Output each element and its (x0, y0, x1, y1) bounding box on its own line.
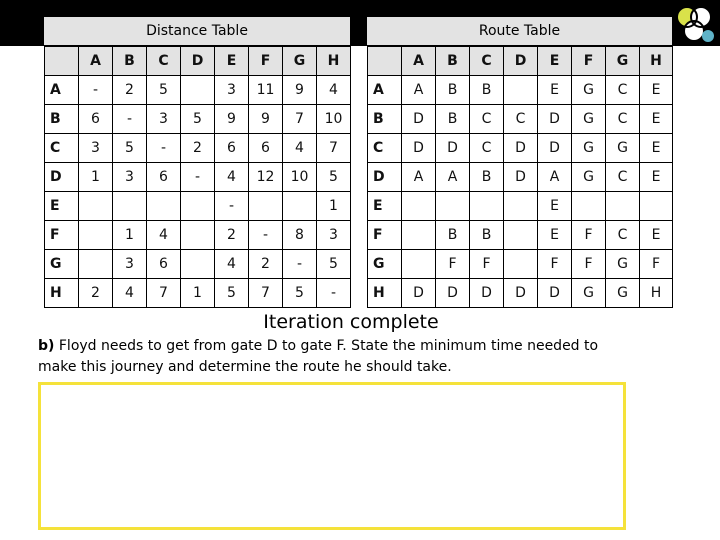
route-table-cell: B (470, 221, 504, 250)
distance-table-cell: 2 (249, 250, 283, 279)
route-table-cell: E (640, 221, 673, 250)
distance-table-cell: 7 (283, 105, 317, 134)
route-table-cell: G (572, 163, 606, 192)
route-table-row-header: G (368, 250, 402, 279)
distance-table-cell: 5 (215, 279, 249, 308)
route-table-cell: B (436, 221, 470, 250)
distance-table-cell: 4 (283, 134, 317, 163)
distance-table-cell: 3 (113, 163, 147, 192)
distance-table-cell (79, 192, 113, 221)
distance-table-cell: 7 (249, 279, 283, 308)
route-table-column-header: E (538, 47, 572, 76)
route-table-cell: E (538, 192, 572, 221)
route-table-cell: B (470, 76, 504, 105)
distance-table-cell (181, 250, 215, 279)
route-table-cell: C (606, 163, 640, 192)
distance-table-cell: 2 (79, 279, 113, 308)
route-table-row-header: F (368, 221, 402, 250)
distance-table-cell: 2 (181, 134, 215, 163)
route-table-header-row (368, 47, 673, 76)
distance-table-cell: 9 (215, 105, 249, 134)
route-table-cell: D (538, 279, 572, 308)
route-table-cell: F (640, 250, 673, 279)
distance-table-cell: 1 (181, 279, 215, 308)
route-table-cell: C (606, 105, 640, 134)
distance-table (44, 46, 351, 308)
distance-table-cell: 6 (79, 105, 113, 134)
distance-table-cell: - (215, 192, 249, 221)
distance-table-cell: - (181, 163, 215, 192)
distance-table-cell (79, 250, 113, 279)
route-table-cell: G (572, 279, 606, 308)
route-table-cell (640, 192, 673, 221)
distance-table-row-header: G (45, 250, 79, 279)
route-table-cell: A (402, 76, 436, 105)
distance-table-cell: - (79, 76, 113, 105)
route-table-cell: C (470, 134, 504, 163)
distance-table-column-header: C (147, 47, 181, 76)
distance-table-row (45, 279, 351, 308)
distance-table-cell: - (283, 250, 317, 279)
distance-table-cell (249, 192, 283, 221)
distance-table-cell: 6 (215, 134, 249, 163)
route-table-cell: D (436, 279, 470, 308)
route-table-row (368, 105, 673, 134)
route-table-cell: D (538, 134, 572, 163)
route-table-cell: D (504, 163, 538, 192)
route-table-cell (504, 76, 538, 105)
route-table-row (368, 221, 673, 250)
distance-table-cell: 4 (215, 163, 249, 192)
route-table-column-header: G (606, 47, 640, 76)
distance-table-row-header: C (45, 134, 79, 163)
route-table-cell: D (504, 279, 538, 308)
route-table-cell: C (504, 105, 538, 134)
venn-circles-logo-icon (670, 2, 720, 46)
distance-table-cell: 5 (317, 250, 351, 279)
distance-table-cell: 2 (113, 76, 147, 105)
route-table-cell: D (402, 105, 436, 134)
distance-table-row-header: A (45, 76, 79, 105)
distance-table-cell (181, 192, 215, 221)
distance-table-cell: 3 (215, 76, 249, 105)
distance-table-cell: 4 (317, 76, 351, 105)
route-table-cell (402, 221, 436, 250)
route-table-cell: E (538, 221, 572, 250)
distance-table-row (45, 105, 351, 134)
route-table-row-header: C (368, 134, 402, 163)
route-table-row (368, 163, 673, 192)
distance-table-row-header: B (45, 105, 79, 134)
distance-table-cell: 11 (249, 76, 283, 105)
route-table-row (368, 192, 673, 221)
distance-table-cell: 1 (317, 192, 351, 221)
route-table-cell: F (538, 250, 572, 279)
route-table-title: Route Table (367, 17, 672, 45)
distance-table-cell: 2 (215, 221, 249, 250)
answer-box[interactable] (38, 382, 626, 530)
distance-table-cell (181, 76, 215, 105)
distance-table-cell: 6 (147, 163, 181, 192)
distance-table-corner-cell (45, 47, 79, 76)
route-table-column-header: B (436, 47, 470, 76)
route-table-cell (504, 250, 538, 279)
route-table-cell: F (572, 221, 606, 250)
distance-table-cell: 5 (283, 279, 317, 308)
route-table-cell: C (606, 221, 640, 250)
distance-table-cell: - (317, 279, 351, 308)
route-table-corner-cell (368, 47, 402, 76)
distance-table-cell: 10 (317, 105, 351, 134)
route-table-cell: G (572, 76, 606, 105)
route-table-cell (470, 192, 504, 221)
distance-table-cell: 6 (147, 250, 181, 279)
distance-table-column-header: G (283, 47, 317, 76)
distance-table-row (45, 134, 351, 163)
distance-table-cell: 3 (317, 221, 351, 250)
route-table-cell (402, 250, 436, 279)
route-table-column-header: D (504, 47, 538, 76)
distance-table-cell (147, 192, 181, 221)
route-table-cell: B (470, 163, 504, 192)
route-table-cell: A (436, 163, 470, 192)
route-table-cell: F (572, 250, 606, 279)
distance-table-row (45, 221, 351, 250)
distance-table-cell: 7 (147, 279, 181, 308)
distance-table-cell: 5 (181, 105, 215, 134)
route-table-cell: B (436, 105, 470, 134)
route-table-column-header: A (402, 47, 436, 76)
route-table-cell: G (606, 134, 640, 163)
distance-table-column-header: D (181, 47, 215, 76)
route-table-row-header: B (368, 105, 402, 134)
distance-table-cell: 5 (113, 134, 147, 163)
route-table-cell: D (402, 134, 436, 163)
route-table-cell (572, 192, 606, 221)
distance-table-cell: 8 (283, 221, 317, 250)
distance-table-cell: 3 (147, 105, 181, 134)
distance-table-row (45, 76, 351, 105)
route-table-cell (504, 192, 538, 221)
distance-table-cell: 6 (249, 134, 283, 163)
distance-table-cell: 10 (283, 163, 317, 192)
route-table-cell: E (640, 134, 673, 163)
distance-table-row-header: H (45, 279, 79, 308)
route-table-column-header: F (572, 47, 606, 76)
route-table-row (368, 250, 673, 279)
route-table (367, 46, 673, 308)
route-table-cell: E (640, 105, 673, 134)
route-table-row (368, 76, 673, 105)
route-table-cell (504, 221, 538, 250)
distance-table-cell: 9 (283, 76, 317, 105)
route-table-cell: C (606, 76, 640, 105)
distance-table-cell: - (113, 105, 147, 134)
question-part-label: b) (38, 338, 55, 354)
distance-table-header-row (45, 47, 351, 76)
distance-table-column-header: F (249, 47, 283, 76)
route-table-cell: D (436, 134, 470, 163)
distance-table-cell: 9 (249, 105, 283, 134)
route-table-cell (606, 192, 640, 221)
route-table-cell (436, 192, 470, 221)
route-table-cell: C (470, 105, 504, 134)
distance-table-column-header: H (317, 47, 351, 76)
distance-table-row-header: D (45, 163, 79, 192)
route-table-cell: A (402, 163, 436, 192)
question-text (38, 336, 638, 378)
route-table-cell: B (436, 76, 470, 105)
route-table-row-header: D (368, 163, 402, 192)
distance-table-cell: 5 (317, 163, 351, 192)
route-table-cell: E (538, 76, 572, 105)
route-table-cell: H (640, 279, 673, 308)
distance-table-row (45, 163, 351, 192)
distance-table-cell (181, 221, 215, 250)
distance-table-cell (283, 192, 317, 221)
distance-table-cell: 4 (147, 221, 181, 250)
distance-table-cell: 4 (113, 279, 147, 308)
route-table-cell: G (572, 134, 606, 163)
route-table-row (368, 134, 673, 163)
distance-table-cell: 12 (249, 163, 283, 192)
distance-table-cell (113, 192, 147, 221)
route-table-cell: G (606, 279, 640, 308)
route-table-row-header: A (368, 76, 402, 105)
route-table-cell: A (538, 163, 572, 192)
distance-table-cell: 3 (79, 134, 113, 163)
distance-table-cell: 4 (215, 250, 249, 279)
route-table-row (368, 279, 673, 308)
route-table-row-header: H (368, 279, 402, 308)
route-table-row-header: E (368, 192, 402, 221)
distance-table-row-header: E (45, 192, 79, 221)
distance-table-cell: 1 (79, 163, 113, 192)
distance-table-row (45, 250, 351, 279)
route-table-column-header: C (470, 47, 504, 76)
distance-table-cell: - (249, 221, 283, 250)
route-table-cell: G (606, 250, 640, 279)
distance-table-title: Distance Table (44, 17, 350, 45)
route-table-cell: G (572, 105, 606, 134)
distance-table-row-header: F (45, 221, 79, 250)
route-table-cell: D (470, 279, 504, 308)
route-table-cell: D (402, 279, 436, 308)
route-table-cell (402, 192, 436, 221)
distance-table-row (45, 192, 351, 221)
question-body: Floyd needs to get from gate D to gate F. State the minimum time needed to make this journey and determine the route he should take. (38, 338, 599, 375)
iteration-status: Iteration complete (263, 311, 439, 333)
route-table-cell: D (504, 134, 538, 163)
route-table-cell: E (640, 163, 673, 192)
distance-table-cell: - (147, 134, 181, 163)
route-table-cell: D (538, 105, 572, 134)
distance-table-cell: 5 (147, 76, 181, 105)
route-table-cell: E (640, 76, 673, 105)
route-table-cell: F (470, 250, 504, 279)
distance-table-cell: 1 (113, 221, 147, 250)
distance-table-column-header: E (215, 47, 249, 76)
route-table-cell: F (436, 250, 470, 279)
route-table-column-header: H (640, 47, 673, 76)
distance-table-cell: 3 (113, 250, 147, 279)
distance-table-column-header: A (79, 47, 113, 76)
distance-table-cell: 7 (317, 134, 351, 163)
distance-table-cell (79, 221, 113, 250)
distance-table-column-header: B (113, 47, 147, 76)
